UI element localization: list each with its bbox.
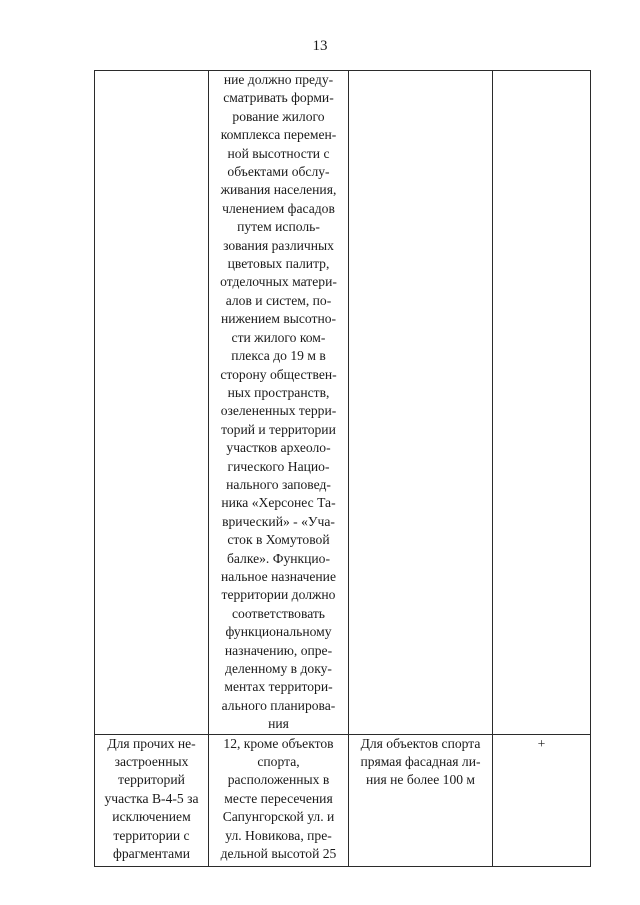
text-line: дельной высотой 25	[220, 846, 337, 862]
text-line: отделочных матери-	[220, 274, 337, 290]
text-line: ул. Новикова, пре-	[225, 827, 332, 843]
text-line: прямая фасадная ли-	[360, 754, 481, 770]
text-line: исключением	[112, 809, 191, 825]
text-line: территории должно	[221, 587, 336, 603]
text-line: 12, кроме объектов	[223, 735, 334, 751]
text-line: сти жилого ком-	[231, 329, 326, 345]
text-line: соответствовать	[231, 605, 326, 621]
text-line: ального планирова-	[221, 697, 336, 713]
table-row	[95, 734, 591, 866]
text-line: сторону обществен-	[220, 366, 337, 382]
text-line: членением фасадов	[222, 200, 335, 216]
text-line: ментах территори-	[224, 679, 333, 695]
text-line: Для прочих не-	[107, 735, 196, 751]
text-line: объектами обслу-	[227, 164, 330, 180]
text-line: рование жилого	[232, 108, 325, 124]
page-number: 13	[312, 38, 328, 54]
text-line: зования различных	[223, 237, 334, 253]
text-line: Для объектов спорта	[360, 735, 481, 751]
table-cell-height-requirements	[209, 71, 349, 735]
text-line: сматривать форми-	[223, 90, 334, 106]
text-line: функциональному	[225, 624, 332, 640]
text-line: нальное назначение	[221, 568, 336, 584]
text-line: сток в Хомутовой	[227, 532, 330, 548]
text-line: нижением высотно-	[220, 311, 337, 327]
text-line: участков археоло-	[226, 440, 331, 456]
text-line: месте пересечения	[224, 790, 333, 806]
table-cell-facade-requirements	[349, 734, 493, 866]
text-line: фрагментами	[113, 846, 190, 862]
text-line: торий и территории	[221, 421, 336, 437]
text-line: ника «Херсонес Та-	[221, 495, 336, 511]
text-line: ния не более 100 м	[365, 772, 476, 788]
text-line: территорий	[118, 772, 185, 788]
text-line: Сапунгорской ул. и	[222, 809, 335, 825]
plus-mark: +	[537, 735, 546, 751]
table-cell-facade-requirements	[349, 71, 493, 735]
text-line: участка В-4-5 за	[104, 790, 199, 806]
text-line: территории с	[113, 827, 190, 843]
text-line: цветовых палитр,	[227, 256, 330, 272]
text-line: озелененных терри-	[220, 403, 337, 419]
text-line: плекса до 19 м в	[231, 348, 326, 364]
text-line: ния	[268, 716, 289, 732]
table-cell-height-requirements	[209, 734, 349, 866]
text-line: комплекса перемен-	[220, 127, 337, 143]
text-line: балке». Функцио-	[226, 550, 331, 566]
text-line: застроенных	[114, 754, 189, 770]
text-line: гического Нацио-	[227, 458, 330, 474]
text-line: ние должно преду-	[223, 72, 334, 87]
table-cell-mark	[493, 734, 591, 866]
text-line: расположенных в	[227, 772, 330, 788]
text-line: ной высотности с	[227, 145, 330, 161]
text-line: врический» - «Уча-	[222, 513, 335, 529]
text-line: нального заповед-	[226, 476, 331, 492]
text-line: деленному в доку-	[225, 661, 332, 676]
text-line: алов и систем, по-	[225, 292, 332, 308]
regulations-table	[94, 70, 591, 867]
text-line: живания населения,	[220, 182, 337, 198]
table-cell-zone	[95, 734, 209, 866]
table-cell-zone	[95, 71, 209, 735]
text-line: ных пространств,	[227, 384, 330, 400]
table-row	[95, 71, 591, 735]
text-line: спорта,	[257, 754, 300, 770]
text-line: путем исполь-	[237, 219, 320, 235]
text-line: назначению, опре-	[224, 642, 333, 658]
table-cell-mark	[493, 71, 591, 735]
